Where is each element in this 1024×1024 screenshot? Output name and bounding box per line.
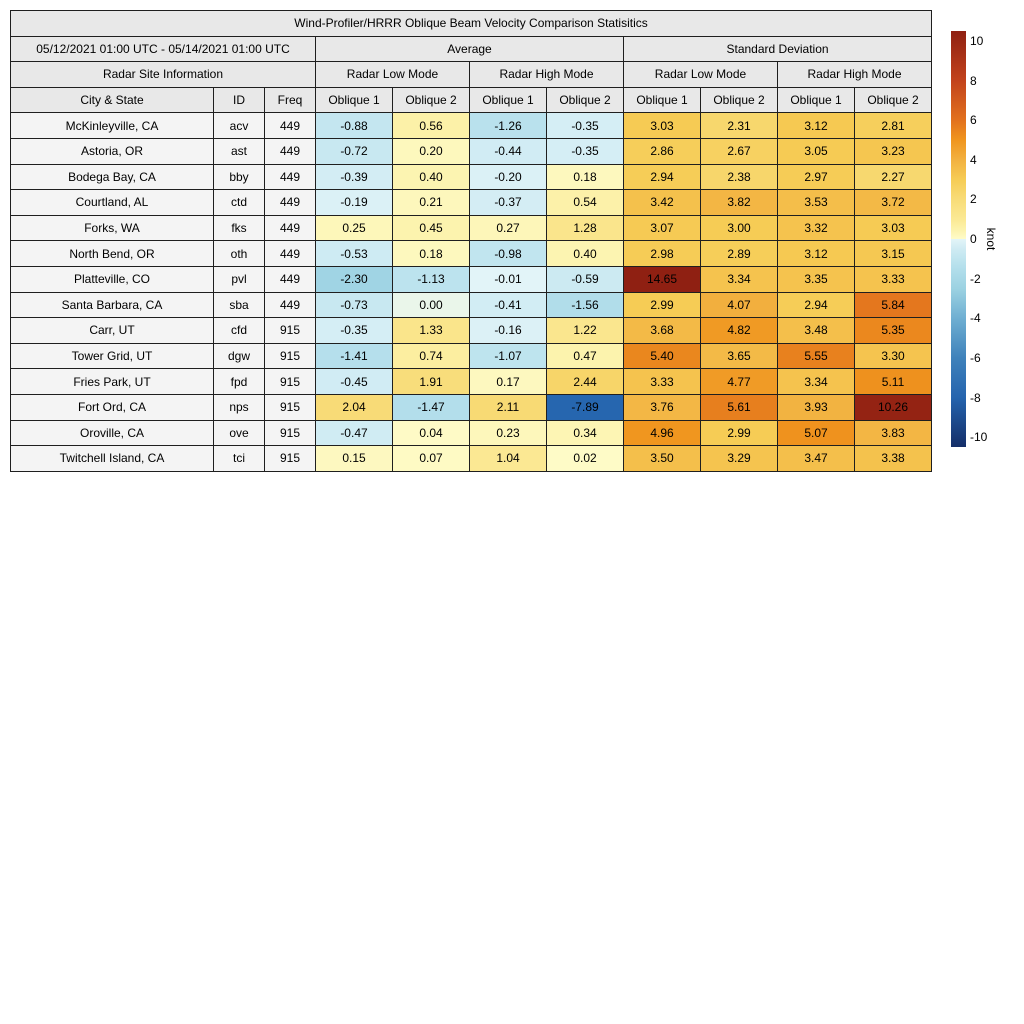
value-cell: 1.22 xyxy=(547,318,624,344)
value-cell: -0.39 xyxy=(316,164,393,190)
value-cell: -0.19 xyxy=(316,190,393,216)
col-header-oblique1-std-low: Oblique 1 xyxy=(624,87,701,113)
site-id-cell: ove xyxy=(214,420,265,446)
value-cell: -2.30 xyxy=(316,266,393,292)
value-cell: 5.07 xyxy=(778,420,855,446)
value-cell: 3.15 xyxy=(855,241,932,267)
avg-low-mode-header: Radar Low Mode xyxy=(316,62,470,88)
freq-cell: 915 xyxy=(265,446,316,472)
city-state-cell: Courtland, AL xyxy=(11,190,214,216)
freq-cell: 915 xyxy=(265,394,316,420)
colorbar-tick-label: -8 xyxy=(970,390,981,405)
colorbar-tick-label: -2 xyxy=(970,271,981,286)
city-state-cell: Bodega Bay, CA xyxy=(11,164,214,190)
value-cell: -1.47 xyxy=(393,394,470,420)
value-cell: 5.35 xyxy=(855,318,932,344)
value-cell: -0.45 xyxy=(316,369,393,395)
value-cell: 3.33 xyxy=(855,266,932,292)
value-cell: 0.21 xyxy=(393,190,470,216)
value-cell: -0.53 xyxy=(316,241,393,267)
value-cell: 0.17 xyxy=(470,369,547,395)
colorbar-tick-label: -6 xyxy=(970,350,981,365)
value-cell: 3.30 xyxy=(855,343,932,369)
col-header-oblique2-avg-high: Oblique 2 xyxy=(547,87,624,113)
col-header-id: ID xyxy=(214,87,265,113)
site-id-cell: fpd xyxy=(214,369,265,395)
value-cell: 0.54 xyxy=(547,190,624,216)
value-cell: -0.20 xyxy=(470,164,547,190)
value-cell: -7.89 xyxy=(547,394,624,420)
city-state-cell: Fries Park, UT xyxy=(11,369,214,395)
freq-cell: 449 xyxy=(265,190,316,216)
value-cell: 10.26 xyxy=(855,394,932,420)
value-cell: -0.72 xyxy=(316,138,393,164)
city-state-cell: Astoria, OR xyxy=(11,138,214,164)
value-cell: 3.12 xyxy=(778,241,855,267)
value-cell: -0.01 xyxy=(470,266,547,292)
value-cell: 3.12 xyxy=(778,113,855,139)
table-row xyxy=(11,215,932,241)
value-cell: 1.28 xyxy=(547,215,624,241)
colorbar-tick-label: 10 xyxy=(970,33,984,48)
freq-cell: 915 xyxy=(265,420,316,446)
value-cell: -1.56 xyxy=(547,292,624,318)
city-state-cell: Platteville, CO xyxy=(11,266,214,292)
freq-cell: 449 xyxy=(265,164,316,190)
value-cell: 3.83 xyxy=(855,420,932,446)
colorbar-tick-label: 4 xyxy=(970,152,977,167)
colorbar-tick-label: 8 xyxy=(970,73,977,88)
colorbar-tick-label: 0 xyxy=(970,232,977,246)
value-cell: -0.16 xyxy=(470,318,547,344)
city-state-cell: Santa Barbara, CA xyxy=(11,292,214,318)
table-row xyxy=(11,138,932,164)
group-header-row xyxy=(11,36,932,62)
value-cell: 3.07 xyxy=(624,215,701,241)
col-header-oblique2-avg-low: Oblique 2 xyxy=(393,87,470,113)
table-row xyxy=(11,446,932,472)
city-state-cell: Carr, UT xyxy=(11,318,214,344)
stats-table xyxy=(10,10,932,472)
value-cell: 3.53 xyxy=(778,190,855,216)
std-high-mode-header: Radar High Mode xyxy=(778,62,932,88)
std-low-mode-header: Radar Low Mode xyxy=(624,62,778,88)
value-cell: 2.31 xyxy=(701,113,778,139)
value-cell: 0.40 xyxy=(547,241,624,267)
value-cell: 2.11 xyxy=(470,394,547,420)
col-header-oblique1-avg-low: Oblique 1 xyxy=(316,87,393,113)
value-cell: 2.94 xyxy=(624,164,701,190)
table-row xyxy=(11,241,932,267)
value-cell: 2.04 xyxy=(316,394,393,420)
value-cell: 3.65 xyxy=(701,343,778,369)
value-cell: 3.03 xyxy=(624,113,701,139)
value-cell: 4.82 xyxy=(701,318,778,344)
value-cell: -1.07 xyxy=(470,343,547,369)
value-cell: 0.40 xyxy=(393,164,470,190)
value-cell: 3.42 xyxy=(624,190,701,216)
col-header-city: City & State xyxy=(11,87,214,113)
value-cell: 0.45 xyxy=(393,215,470,241)
value-cell: -0.44 xyxy=(470,138,547,164)
value-cell: 3.29 xyxy=(701,446,778,472)
value-cell: 0.07 xyxy=(393,446,470,472)
city-state-cell: McKinleyville, CA xyxy=(11,113,214,139)
site-id-cell: sba xyxy=(214,292,265,318)
value-cell: 3.23 xyxy=(855,138,932,164)
colorbar-tick-label: 6 xyxy=(970,113,977,128)
value-cell: 2.94 xyxy=(778,292,855,318)
freq-cell: 449 xyxy=(265,241,316,267)
table-row xyxy=(11,113,932,139)
city-state-cell: North Bend, OR xyxy=(11,241,214,267)
site-id-cell: dgw xyxy=(214,343,265,369)
colorbar xyxy=(951,31,1024,447)
value-cell: 0.27 xyxy=(470,215,547,241)
period-range: 05/12/2021 01:00 UTC - 05/14/2021 01:00 UTC xyxy=(11,36,316,62)
value-cell: -0.35 xyxy=(316,318,393,344)
colorbar-tick-label: -4 xyxy=(970,311,981,326)
value-cell: 2.99 xyxy=(701,420,778,446)
colorbar-tick-label: -10 xyxy=(970,430,988,445)
value-cell: -1.41 xyxy=(316,343,393,369)
value-cell: 5.40 xyxy=(624,343,701,369)
column-header-row xyxy=(11,87,932,113)
value-cell: 2.99 xyxy=(624,292,701,318)
value-cell: -1.26 xyxy=(470,113,547,139)
value-cell: 2.27 xyxy=(855,164,932,190)
value-cell: 0.04 xyxy=(393,420,470,446)
freq-cell: 449 xyxy=(265,292,316,318)
value-cell: 0.74 xyxy=(393,343,470,369)
site-id-cell: fks xyxy=(214,215,265,241)
value-cell: 3.93 xyxy=(778,394,855,420)
site-id-cell: acv xyxy=(214,113,265,139)
freq-cell: 449 xyxy=(265,113,316,139)
site-id-cell: tci xyxy=(214,446,265,472)
table-body xyxy=(11,113,932,471)
site-id-cell: cfd xyxy=(214,318,265,344)
value-cell: 5.11 xyxy=(855,369,932,395)
col-header-oblique2-std-low: Oblique 2 xyxy=(701,87,778,113)
value-cell: 0.20 xyxy=(393,138,470,164)
col-header-oblique1-std-high: Oblique 1 xyxy=(778,87,855,113)
freq-cell: 915 xyxy=(265,343,316,369)
value-cell: 3.35 xyxy=(778,266,855,292)
value-cell: 2.67 xyxy=(701,138,778,164)
table-row xyxy=(11,190,932,216)
city-state-cell: Fort Ord, CA xyxy=(11,394,214,420)
colorbar-tick-label: 2 xyxy=(970,192,977,207)
freq-cell: 915 xyxy=(265,318,316,344)
value-cell: -0.88 xyxy=(316,113,393,139)
value-cell: 3.68 xyxy=(624,318,701,344)
mode-header-row xyxy=(11,62,932,88)
value-cell: 1.33 xyxy=(393,318,470,344)
value-cell: 2.98 xyxy=(624,241,701,267)
value-cell: 2.38 xyxy=(701,164,778,190)
city-state-cell: Twitchell Island, CA xyxy=(11,446,214,472)
value-cell: -0.35 xyxy=(547,113,624,139)
value-cell: 5.84 xyxy=(855,292,932,318)
value-cell: 3.82 xyxy=(701,190,778,216)
std-dev-group-header: Standard Deviation xyxy=(624,36,932,62)
site-id-cell: oth xyxy=(214,241,265,267)
site-info-header: Radar Site Information xyxy=(11,62,316,88)
value-cell: 3.32 xyxy=(778,215,855,241)
value-cell: 0.23 xyxy=(470,420,547,446)
value-cell: 2.89 xyxy=(701,241,778,267)
value-cell: 0.47 xyxy=(547,343,624,369)
value-cell: 0.18 xyxy=(547,164,624,190)
avg-high-mode-header: Radar High Mode xyxy=(470,62,624,88)
table-row xyxy=(11,343,932,369)
site-id-cell: nps xyxy=(214,394,265,420)
value-cell: 2.44 xyxy=(547,369,624,395)
value-cell: 0.15 xyxy=(316,446,393,472)
col-header-freq: Freq xyxy=(265,87,316,113)
value-cell: -0.73 xyxy=(316,292,393,318)
value-cell: -0.98 xyxy=(470,241,547,267)
value-cell: 5.55 xyxy=(778,343,855,369)
value-cell: 3.48 xyxy=(778,318,855,344)
colorbar-gradient xyxy=(951,31,966,447)
table-row xyxy=(11,292,932,318)
value-cell: 3.34 xyxy=(701,266,778,292)
value-cell: -0.47 xyxy=(316,420,393,446)
value-cell: 4.96 xyxy=(624,420,701,446)
value-cell: 3.05 xyxy=(778,138,855,164)
value-cell: 3.76 xyxy=(624,394,701,420)
value-cell: 1.91 xyxy=(393,369,470,395)
value-cell: 0.34 xyxy=(547,420,624,446)
freq-cell: 449 xyxy=(265,138,316,164)
site-id-cell: bby xyxy=(214,164,265,190)
value-cell: 3.50 xyxy=(624,446,701,472)
value-cell: 4.77 xyxy=(701,369,778,395)
value-cell: -0.59 xyxy=(547,266,624,292)
value-cell: 3.38 xyxy=(855,446,932,472)
colorbar-unit-label: knot xyxy=(984,227,998,251)
col-header-oblique2-std-high: Oblique 2 xyxy=(855,87,932,113)
value-cell: -0.41 xyxy=(470,292,547,318)
site-id-cell: ctd xyxy=(214,190,265,216)
freq-cell: 915 xyxy=(265,369,316,395)
table-row xyxy=(11,164,932,190)
value-cell: 0.25 xyxy=(316,215,393,241)
value-cell: 3.34 xyxy=(778,369,855,395)
value-cell: -1.13 xyxy=(393,266,470,292)
value-cell: 4.07 xyxy=(701,292,778,318)
value-cell: 5.61 xyxy=(701,394,778,420)
table-row xyxy=(11,266,932,292)
city-state-cell: Oroville, CA xyxy=(11,420,214,446)
table-row xyxy=(11,394,932,420)
table-row xyxy=(11,420,932,446)
freq-cell: 449 xyxy=(265,215,316,241)
value-cell: 3.00 xyxy=(701,215,778,241)
value-cell: 0.00 xyxy=(393,292,470,318)
table-row xyxy=(11,318,932,344)
value-cell: 3.03 xyxy=(855,215,932,241)
table-row xyxy=(11,369,932,395)
site-id-cell: ast xyxy=(214,138,265,164)
value-cell: 3.33 xyxy=(624,369,701,395)
value-cell: -0.35 xyxy=(547,138,624,164)
value-cell: 3.47 xyxy=(778,446,855,472)
freq-cell: 449 xyxy=(265,266,316,292)
value-cell: 2.86 xyxy=(624,138,701,164)
col-header-oblique1-avg-high: Oblique 1 xyxy=(470,87,547,113)
city-state-cell: Forks, WA xyxy=(11,215,214,241)
average-group-header: Average xyxy=(316,36,624,62)
value-cell: 0.18 xyxy=(393,241,470,267)
table-title: Wind-Profiler/HRRR Oblique Beam Velocity Comparison Statisitics xyxy=(11,11,932,37)
value-cell: 1.04 xyxy=(470,446,547,472)
value-cell: 3.72 xyxy=(855,190,932,216)
title-row xyxy=(11,11,932,37)
value-cell: -0.37 xyxy=(470,190,547,216)
value-cell: 14.65 xyxy=(624,266,701,292)
value-cell: 0.02 xyxy=(547,446,624,472)
site-id-cell: pvl xyxy=(214,266,265,292)
value-cell: 2.97 xyxy=(778,164,855,190)
value-cell: 0.56 xyxy=(393,113,470,139)
value-cell: 2.81 xyxy=(855,113,932,139)
city-state-cell: Tower Grid, UT xyxy=(11,343,214,369)
